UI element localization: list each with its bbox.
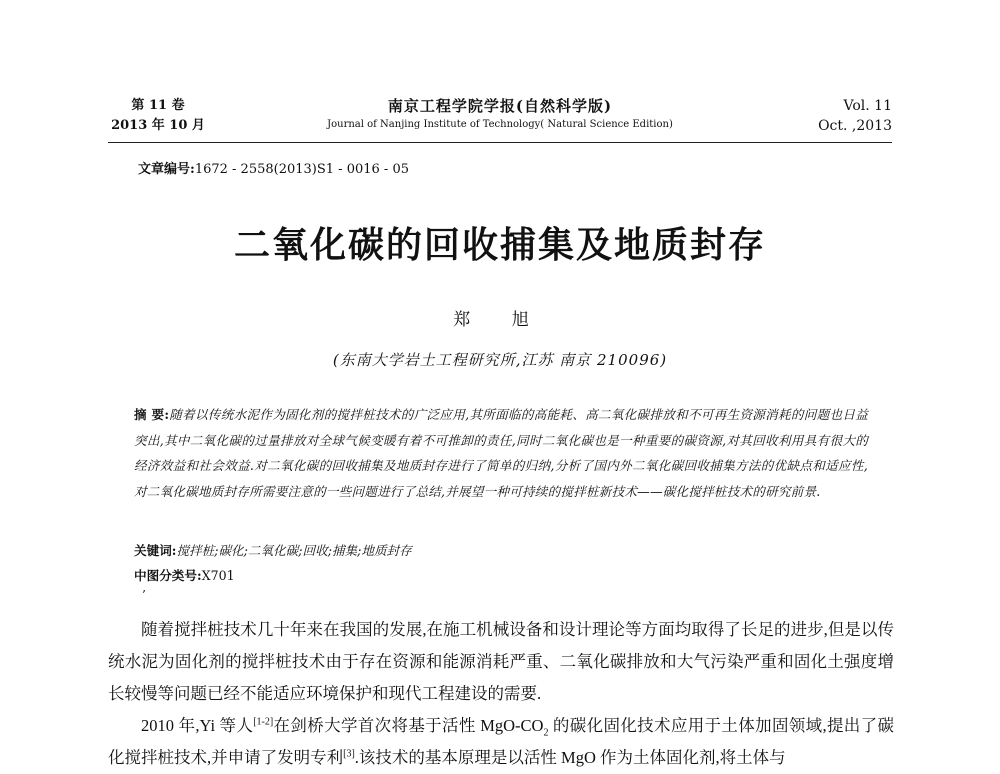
volume-cn: 第 11 卷 (131, 98, 185, 113)
running-header (108, 96, 892, 140)
citation-ref-2: [3] (343, 748, 355, 760)
date-en: Oct. ,2013 (818, 118, 892, 134)
body-p2-part-a: 2010 年,Yi 等人 (141, 716, 254, 735)
keywords-text: 搅拌桩;碳化;二氧化碳;回收;捕集;地质封存 (176, 543, 412, 558)
article-number-value: 1672 - 2558(2013)S1 - 0016 - 05 (194, 162, 409, 177)
abstract-label: 摘 要: (134, 407, 170, 422)
body-paragraph-1: 随着搅拌桩技术几十年来在我国的发展,在施工机械设备和设计理论等方面均取得了长足的进步,但是以传统水泥为固化剂的搅拌桩技术由于存在资源和能源消耗严重、二氧化碳排放和大气污染严重和固化土强度增长较慢等问题已经不能适应环境保护和现代工程建设的需要. (108, 620, 894, 703)
classification (134, 566, 868, 586)
body-text (108, 614, 894, 774)
header-rule (108, 142, 892, 143)
keywords-label: 关键词: (134, 543, 177, 558)
abstract-text: 随着以传统水泥作为固化剂的搅拌桩技术的广泛应用,其所面临的高能耗、高二氧化碳排放和不可再生资源消耗的问题也日益突出,其中二氧化碳的过量排放对全球气候变暖有着不可推卸的责任,同时二氧化碳也是一种重要的碳资源,对其回收利用具有很大的经济效益和社会效益.对二氧化碳的回收捕集及地质封存进行了简单的归纳,分析了国内外二氧化碳回收捕集方法的优缺点和适应性,对二氧化碳地质封存所需要注意的一些问题进行了总结,并展望一种可持续的搅拌桩新技术——碳化搅拌桩技术的研究前景. (134, 407, 868, 499)
date-cn: 2013 年 10 月 (111, 118, 205, 133)
classification-label: 中图分类号: (134, 568, 202, 583)
body-p2-part-b: 在剑桥大学首次将基于活性 MgO-CO (273, 716, 544, 735)
stray-mark: ’ (142, 588, 146, 602)
affiliation: (东南大学岩土工程研究所,江苏 南京 210096) (332, 351, 668, 369)
header-right (782, 96, 892, 136)
body-paragraph-2 (108, 710, 894, 774)
keywords (134, 541, 868, 561)
paper-title: 二氧化碳的回收捕集及地质封存 (233, 225, 766, 266)
subscript-2: 2 (543, 727, 549, 739)
volume-en: Vol. 11 (843, 98, 892, 114)
article-number (138, 160, 409, 180)
header-left (108, 96, 208, 136)
journal-name-en: Journal of Nanjing Institute of Technology( Natural Science Edition) (327, 119, 673, 130)
journal-name-cn: 南京工程学院学报(自然科学版) (387, 97, 613, 115)
header-center (228, 96, 772, 134)
classification-value: X701 (201, 568, 235, 583)
body-p2-part-c: 的碳化固化技术应用于土体加固领域,提出了碳化搅拌桩技术,并申请了发明专利 (108, 716, 894, 767)
abstract (134, 402, 868, 504)
article-number-label: 文章编号: (138, 162, 195, 177)
body-p2-part-d: .该技术的基本原理是以活性 MgO 作为土体固化剂,将土体与 (354, 748, 786, 767)
author: 郑 旭 (453, 310, 547, 330)
citation-ref-1: [1-2] (253, 716, 274, 728)
